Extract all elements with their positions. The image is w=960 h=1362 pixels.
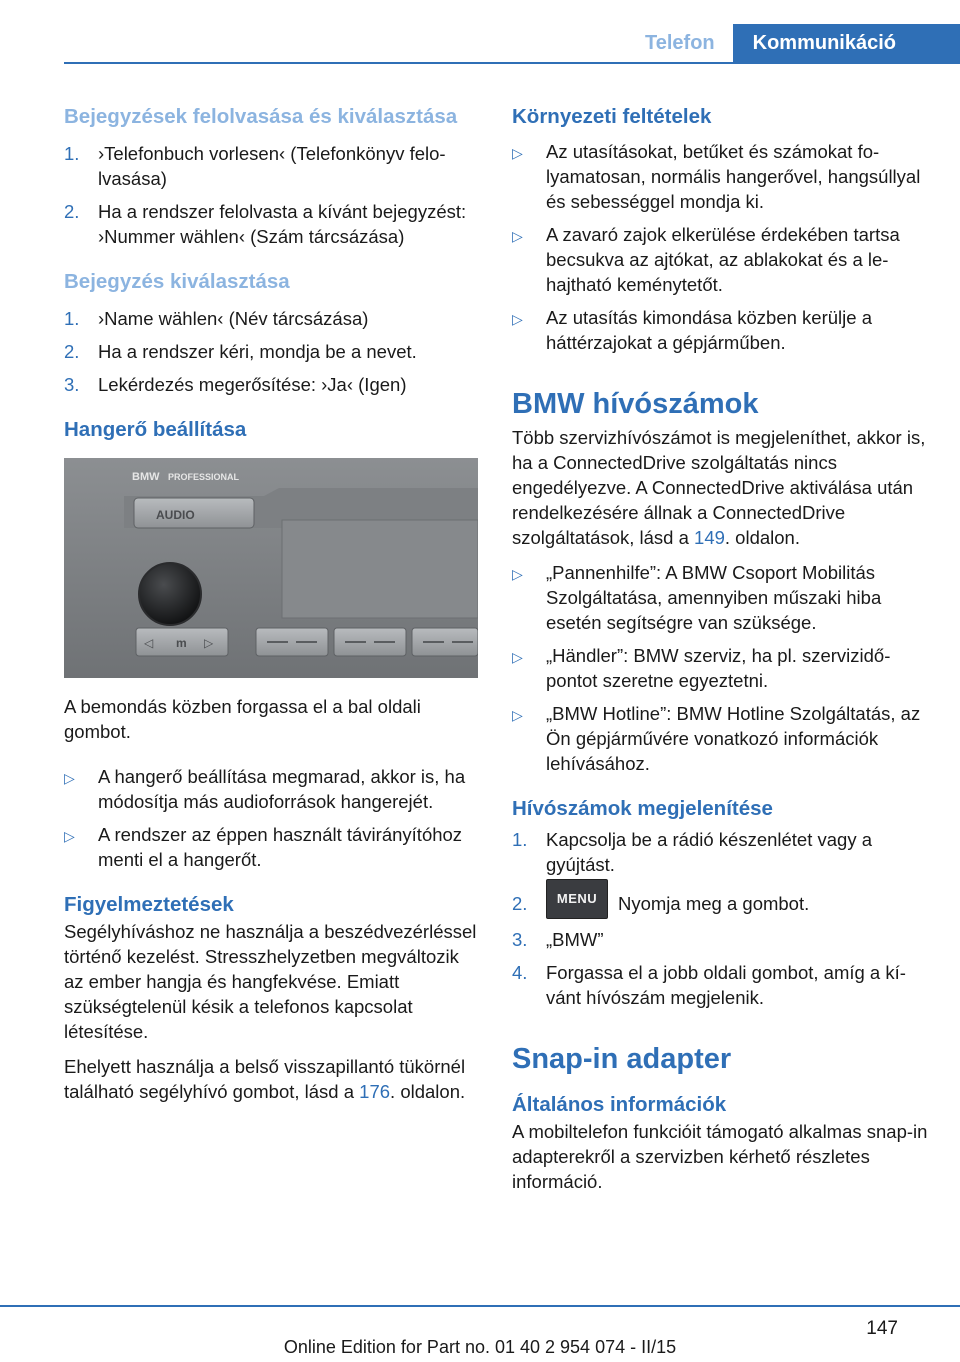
header-tabs	[627, 24, 960, 62]
list-item	[512, 560, 930, 635]
step-number: 1.	[512, 829, 528, 850]
bullet-text: „Händler”: BMW szerviz, ha pl. szervizidőpontot szeretne egyeztetni.	[546, 645, 891, 691]
paragraph-text: . oldalon.	[724, 527, 800, 548]
left-arrow-icon[interactable]: ◁	[144, 636, 154, 650]
triangle-bullet-icon: ▷	[512, 707, 523, 723]
triangle-bullet-icon: ▷	[512, 228, 523, 244]
select-entry-list	[64, 306, 478, 397]
brand-label: BMW	[132, 471, 160, 483]
step-text: „BMW”	[546, 929, 604, 951]
triangle-bullet-icon: ▷	[512, 566, 523, 582]
step-number: 4.	[512, 962, 528, 984]
list-item	[64, 372, 478, 397]
list-item	[64, 141, 478, 191]
heading-snap-in: Snap-in adapter	[512, 1043, 732, 1076]
right-arrow-icon[interactable]: ▷	[204, 636, 214, 650]
step-text: ›Name wählen‹ (Név tárcsázása)	[98, 308, 369, 329]
display-window	[282, 520, 478, 618]
list-item	[512, 643, 930, 693]
step-number: 1.	[64, 308, 80, 329]
model-label: PROFESSIONAL	[168, 472, 240, 482]
triangle-bullet-icon: ▷	[512, 145, 523, 161]
header-rule	[64, 62, 960, 64]
triangle-bullet-icon: ▷	[64, 828, 75, 844]
volume-knob[interactable]	[139, 563, 201, 625]
triangle-bullet-icon: ▷	[512, 311, 523, 327]
heading-general-info: Általános információk	[512, 1093, 727, 1117]
numbers-list	[512, 560, 930, 776]
step-number: 2.	[512, 893, 528, 914]
step-number: 2.	[64, 341, 80, 362]
step-number: 3.	[512, 929, 528, 951]
list-item	[512, 827, 930, 877]
list-item	[512, 891, 930, 919]
paragraph: A bemondás közben forgassa el a bal oldali gombot.	[64, 696, 421, 742]
step-text: Ha a rendszer kéri, mondja be a nevet.	[98, 341, 417, 362]
triangle-bullet-icon: ▷	[512, 649, 523, 665]
heading-bmw-numbers: BMW hívószámok	[512, 388, 759, 420]
audio-button-label: AUDIO	[156, 508, 195, 522]
edition-footer: Online Edition for Part no. 01 40 2 954 074 - II/15	[283, 1337, 677, 1357]
step-text: Nyomja meg a gombot.	[618, 893, 810, 914]
heading-read-entries: Bejegyzések felolvasása és kiválasztása	[64, 105, 458, 128]
list-item	[512, 960, 930, 1010]
step-number: 3.	[64, 374, 80, 395]
bullet-text: A rendszer az éppen használt távirányítóhoz menti el a hangerőt.	[98, 824, 463, 870]
page-link[interactable]: 176	[359, 1081, 391, 1102]
step-text: Ha a rendszer felolvasta a kívánt bejegyzést: ›Nummer wählen‹ (Szám tárcsázása)	[98, 201, 467, 247]
step-text: Forgassa el a jobb oldali gombot, amíg a kívánt hívószám megjelenik.	[546, 962, 906, 1009]
bullet-text: A zavaró zajok elkerülése érdekében tartsa becsukva az ajtókat, az ablakokat és a lehajtható keménytetőt.	[546, 224, 900, 295]
bullet-text: „BMW Hotline”: BMW Hotline Szolgáltatás, az Ön gépjárművére vonatkozó információk lehívásához.	[546, 703, 921, 774]
list-item	[512, 927, 930, 952]
station-button[interactable]	[256, 628, 328, 656]
step-number: 1.	[64, 143, 80, 164]
heading-warnings: Figyelmeztetések	[64, 893, 234, 916]
environment-list	[512, 139, 930, 355]
paragraph: Segélyhíváshoz ne használja a beszédvezérléssel történő kezelést. Stresszhelyzetben megváltozik az ember hangja és hangfekvése. Emiatt szükségtelenül késik a telefonos kapcsolat létesítése.	[64, 921, 477, 1042]
list-item	[64, 764, 478, 814]
heading-show-numbers: Hívószámok megjelenítése	[512, 797, 773, 820]
menu-button[interactable]: MENU	[546, 879, 608, 919]
list-item	[512, 139, 930, 214]
list-item	[64, 199, 478, 249]
list-item	[512, 305, 930, 355]
paragraph-text: Ehelyett használja a belső visszapillantó tükörnél található segélyhívó gombot, lásd a	[64, 1056, 466, 1102]
footer-rule	[0, 1305, 960, 1307]
paragraph-text: Több szervizhívószámot is megjeleníthet, akkor is, ha a ConnectedDrive szolgáltatás nincs engedélyezve. A ConnectedDrive aktiválása után rendelkezésére állnak a ConnectedDrive szolgáltatások, lásd a	[512, 427, 926, 548]
bullet-text: Az utasításokat, betűket és számokat folyamatosan, normális hangerővel, hangsúllyal és sebességgel mondja ki.	[546, 141, 921, 212]
bullet-text: Az utasítás kimondása közben kerülje a háttérzajokat a gépjárműben.	[546, 307, 872, 353]
list-item	[512, 222, 930, 297]
right-column	[512, 104, 930, 1194]
list-item	[64, 306, 478, 331]
paragraph	[512, 425, 930, 550]
paragraph	[64, 1054, 478, 1104]
heading-volume: Hangerő beállítása	[64, 418, 247, 441]
step-text: ›Telefonbuch vorlesen‹ (Telefonkönyv felolvasása)	[98, 143, 446, 189]
paragraph-text: . oldalon.	[390, 1081, 466, 1102]
section-tab[interactable]: Telefon	[627, 24, 733, 62]
list-item	[512, 701, 930, 776]
page-link[interactable]: 149	[694, 527, 725, 548]
heading-environment: Környezeti feltételek	[512, 105, 712, 128]
heading-select-entry: Bejegyzés kiválasztása	[64, 270, 290, 293]
page-number: 147	[866, 1318, 898, 1339]
bullet-text: „Pannenhilfe”: A BMW Csoport Mobilitás Szolgáltatása, amennyiben műszaki hiba esetén segítségre van szüksége.	[546, 562, 882, 633]
read-entries-list	[64, 141, 478, 249]
left-column	[64, 104, 478, 1114]
volume-notes-list	[64, 764, 478, 872]
bullet-text: A hangerő beállítása megmarad, akkor is, ha módosítja más audioforrások hangerejét.	[98, 766, 466, 812]
chapter-tab[interactable]: Kommunikáció	[733, 24, 960, 62]
m-key[interactable]: m	[176, 636, 187, 650]
triangle-bullet-icon: ▷	[64, 770, 75, 786]
station-button[interactable]	[334, 628, 406, 656]
show-numbers-steps	[512, 827, 930, 1010]
paragraph: A mobiltelefon funkcióit támogató alkalmas snap-in adapterekről a szervizben kérhető részletes információ.	[512, 1121, 928, 1193]
list-item	[64, 339, 478, 364]
radio-panel-image	[64, 458, 478, 678]
step-number: 2.	[64, 201, 80, 222]
step-text: Kapcsolja be a rádió készenlétet vagy a gyújtást.	[546, 829, 873, 875]
step-text: Lekérdezés megerősítése: ›Ja‹ (Igen)	[98, 374, 407, 395]
list-item	[64, 822, 478, 872]
